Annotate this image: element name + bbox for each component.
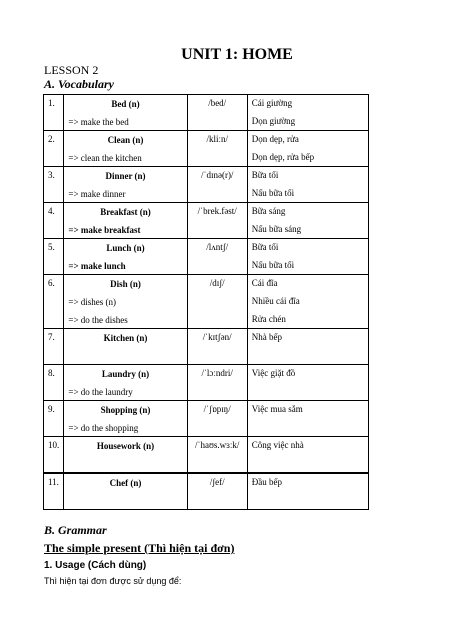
vocab-meaning: Bữa sáng: [251, 206, 286, 216]
vocab-word-cell: [64, 365, 187, 401]
vocab-word-cell: [64, 239, 187, 275]
vocab-pronunciation: /bed/: [187, 95, 247, 131]
vocab-phrase-spacer: [68, 458, 182, 470]
vocab-phrase: => do the laundry: [68, 387, 133, 397]
vocab-phrase: => make breakfast: [68, 225, 141, 235]
vocab-meaning-cell: [247, 239, 368, 275]
vocab-meaning: Nấu bữa sáng: [251, 224, 302, 234]
vocab-phrase: => make dinner: [68, 189, 126, 199]
vocab-meaning: Nấu bữa tối: [251, 188, 295, 198]
vocab-phrase: => make lunch: [68, 261, 126, 271]
simple-present-title: The simple present (Thì hiện tại đơn): [44, 541, 235, 555]
vocab-word-cell: [64, 437, 187, 474]
vocab-number: 6.: [44, 275, 64, 329]
vocab-phrase-spacer: [68, 350, 182, 362]
vocab-number: 5.: [44, 239, 64, 275]
vocab-meaning: Công việc nhà: [251, 440, 304, 450]
vocab-pronunciation: /ʃef/: [187, 473, 247, 510]
vocab-pronunciation: /ˈdɪnə(r)/: [187, 167, 247, 203]
vocabulary-heading: A. Vocabulary: [44, 77, 115, 91]
grammar-heading: B. Grammar: [44, 523, 107, 537]
vocab-word: Laundry (n): [101, 369, 150, 379]
vocab-pronunciation: /lʌntʃ/: [187, 239, 247, 275]
vocab-number: 4.: [44, 203, 64, 239]
vocab-meaning: Đầu bếp: [251, 477, 282, 487]
vocab-meaning-cell: [247, 437, 368, 474]
vocab-phrase: => dishes (n): [68, 297, 117, 307]
vocab-meaning-cell: [247, 401, 368, 437]
vocab-number: 3.: [44, 167, 64, 203]
vocab-pronunciation: /ˈkɪtʃən/: [187, 329, 247, 365]
vocab-number: 1.: [44, 95, 64, 131]
vocab-meaning-cell: [247, 95, 368, 131]
vocab-word-cell: [64, 131, 187, 167]
vocab-meaning: Nhiều cái đĩa: [251, 296, 300, 306]
vocab-pronunciation: /ˈʃɒpɪŋ/: [187, 401, 247, 437]
vocab-number: 8.: [44, 365, 64, 401]
vocab-meaning: Bữa tối: [251, 170, 279, 180]
usage-heading: 1. Usage (Cách dùng): [44, 560, 147, 571]
vocab-word: Housework (n): [96, 441, 155, 451]
vocab-phrase: => do the dishes: [68, 315, 128, 325]
vocab-number: 9.: [44, 401, 64, 437]
vocab-number: 11.: [44, 473, 64, 510]
vocab-word: Lunch (n): [106, 243, 145, 253]
vocab-word-cell: [64, 95, 187, 131]
vocab-pronunciation: /kliːn/: [187, 131, 247, 167]
vocab-meaning: Cái giường: [251, 98, 293, 108]
vocab-word: Dinner (n): [105, 171, 146, 181]
vocab-word-cell: [64, 203, 187, 239]
vocab-number: 10.: [44, 437, 64, 474]
vocab-meaning-cell: [247, 167, 368, 203]
vocab-word: Dish (n): [110, 279, 141, 289]
vocab-row: [44, 275, 369, 329]
vocabulary-table: [43, 94, 369, 510]
vocab-word: Breakfast (n): [100, 207, 151, 217]
vocab-meaning: Dọn dẹp, rửa bếp: [251, 152, 315, 162]
vocab-word-cell: [64, 167, 187, 203]
vocab-meaning: Rửa chén: [251, 314, 286, 324]
vocab-meaning-cell: [247, 131, 368, 167]
vocab-row: [44, 203, 369, 239]
vocab-pronunciation: /ˈbrek.fəst/: [187, 203, 247, 239]
vocab-word-cell: [64, 401, 187, 437]
usage-description: Thì hiện tại đơn được sử dụng để:: [44, 576, 182, 586]
vocab-meaning-cell: [247, 275, 368, 329]
vocab-phrase: => make the bed: [68, 117, 129, 127]
vocab-pronunciation: /dɪʃ/: [187, 275, 247, 329]
vocab-meaning: Dọn dẹp, rửa: [251, 134, 299, 144]
vocab-meaning-cell: [247, 203, 368, 239]
lesson-heading: LESSON 2: [44, 63, 99, 77]
vocab-row: [44, 365, 369, 401]
vocab-number: 7.: [44, 329, 64, 365]
vocab-pronunciation: /ˈlɔːndri/: [187, 365, 247, 401]
vocab-phrase-spacer: [68, 495, 182, 507]
vocab-row: [44, 437, 369, 474]
vocab-meaning: Việc giặt đồ: [251, 368, 296, 378]
vocab-word: Chef (n): [109, 478, 142, 488]
vocab-meaning: Dọn giường: [251, 116, 296, 126]
vocab-word-cell: [64, 275, 187, 329]
vocab-row: [44, 95, 369, 131]
vocab-word-cell: [64, 329, 187, 365]
vocab-word: Kitchen (n): [103, 333, 148, 343]
vocab-word: Clean (n): [107, 135, 144, 145]
unit-title: UNIT 1: HOME: [181, 46, 293, 63]
vocab-row: [44, 131, 369, 167]
vocab-phrase: => do the shopping: [68, 423, 139, 433]
vocab-meaning: Nấu bữa tối: [251, 260, 295, 270]
vocab-row: [44, 401, 369, 437]
vocab-meaning-cell: [247, 473, 368, 510]
vocab-row: [44, 167, 369, 203]
vocab-meaning: Việc mua sắm: [251, 404, 303, 414]
vocab-meaning-cell: [247, 329, 368, 365]
vocab-meaning: Cái đĩa: [251, 278, 278, 288]
vocab-meaning: Nhà bếp: [251, 332, 282, 342]
vocab-row: [44, 239, 369, 275]
vocab-row: [44, 473, 369, 510]
vocab-phrase: => clean the kitchen: [68, 153, 142, 163]
vocab-meaning-cell: [247, 365, 368, 401]
vocab-meaning: Bữa tối: [251, 242, 279, 252]
vocab-row: [44, 329, 369, 365]
vocab-word-cell: [64, 473, 187, 510]
vocab-number: 2.: [44, 131, 64, 167]
vocab-word: Shopping (n): [100, 405, 151, 415]
vocab-word: Bed (n): [111, 99, 140, 109]
vocab-pronunciation: /ˈhaʊs.wɜːk/: [187, 437, 247, 474]
